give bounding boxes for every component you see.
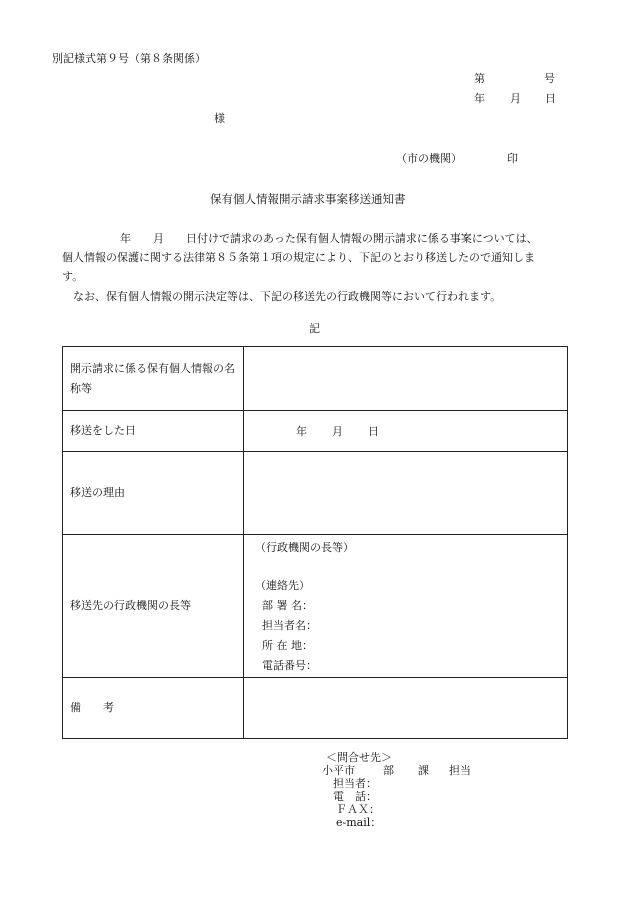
- inquiry-charge: 担当: [449, 764, 471, 777]
- para1-line2: 個人情報の保護に関する法律第８５条第１項の規定により、下記のとおり移送したので通知しま: [62, 251, 535, 264]
- row4-label: 移送先の行政機関の長等: [63, 535, 244, 678]
- inquiry-dept: 部: [383, 764, 394, 777]
- date-day: 日: [545, 92, 556, 105]
- transfer-details-table: [62, 346, 568, 739]
- inquiry-email: e-mail：: [336, 816, 382, 829]
- ki-heading: 記: [309, 322, 320, 335]
- row5-value: [244, 678, 568, 739]
- table-row: [63, 347, 568, 411]
- row4-value: [244, 535, 568, 678]
- sender-organization: （市の機関）: [396, 152, 462, 165]
- para1-line3: す。: [62, 270, 84, 283]
- inquiry-city-line: [322, 764, 471, 777]
- form-number: 別記様式第９号（第８条関係）: [52, 52, 206, 65]
- row4-person: 担当者名：: [262, 619, 317, 632]
- para1-year: 年: [120, 232, 131, 245]
- inquiry-city: 小平市: [322, 764, 355, 777]
- doc-number-suffix: 号: [544, 72, 555, 85]
- row3-label: 移送の理由: [63, 452, 244, 535]
- row4-phone: 電話番号：: [262, 659, 317, 672]
- document-title: 保有個人情報開示請求事案移送通知書: [210, 192, 406, 206]
- seal-mark: 印: [507, 152, 518, 165]
- inquiry-block: [322, 751, 471, 829]
- paragraph-2: なお、保有個人情報の開示決定等は、下記の移送先の行政機関等において行われます。: [73, 290, 502, 303]
- addressee-suffix: 様: [214, 112, 225, 125]
- row2-label: 移送をした日: [63, 411, 244, 452]
- table-row: [63, 535, 568, 678]
- table-row: [63, 678, 568, 739]
- row1-value: [244, 347, 568, 411]
- inquiry-person: 担当者：: [333, 777, 377, 790]
- row4-address: 所 在 地：: [262, 639, 313, 652]
- para1-month: 月: [153, 232, 164, 245]
- para1-line1: 日付けで請求のあった保有個人情報の開示請求に係る事案については、: [186, 232, 538, 245]
- inquiry-heading: ＜問合せ先＞: [326, 751, 392, 764]
- row3-value: [244, 452, 568, 535]
- inquiry-section: 課: [418, 764, 429, 777]
- row4-contact: （連絡先）: [255, 579, 310, 592]
- date-month: 月: [510, 92, 521, 105]
- row2-value: [244, 411, 568, 452]
- row2-month: 月: [332, 425, 343, 438]
- table-row: [63, 411, 568, 452]
- row5-label: 備 考: [63, 678, 244, 739]
- table-row: [63, 452, 568, 535]
- row2-day: 日: [368, 425, 379, 438]
- row1-label: 開示請求に係る保有個人情報の名称等: [63, 347, 244, 411]
- inquiry-phone: 電 話：: [333, 790, 377, 803]
- inquiry-fax: ＦＡＸ：: [336, 803, 380, 816]
- row4-dept: 部 署 名：: [262, 599, 313, 612]
- row4-head: （行政機関の長等）: [255, 541, 354, 554]
- doc-number-prefix: 第: [474, 72, 485, 85]
- row2-year: 年: [296, 425, 307, 438]
- date-year: 年: [474, 92, 485, 105]
- paragraph-1: [62, 229, 582, 286]
